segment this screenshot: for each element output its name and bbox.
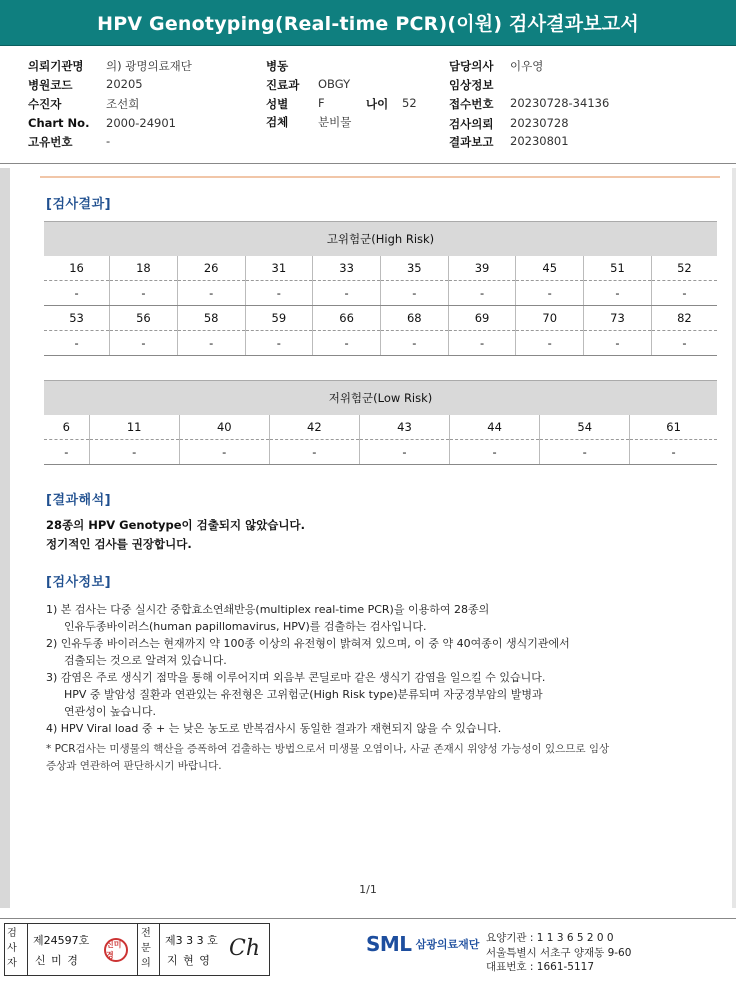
examiner-label: [7, 926, 21, 971]
examiner-seal: [104, 938, 128, 962]
hpv-type-cell: 44: [450, 415, 540, 440]
hpv-type-cell: 82: [651, 306, 717, 331]
footer-divider: [0, 918, 736, 919]
hpv-type-cell: 70: [516, 306, 584, 331]
vline-2: [137, 924, 138, 975]
hpv-type-cell: 69: [448, 306, 516, 331]
examiner-label-text: 검사자: [7, 928, 17, 969]
hpv-result-cell: -: [44, 331, 110, 356]
unique-value: -: [106, 134, 111, 148]
lab-code: 요양기관 : 1 1 3 6 5 2 0 0: [486, 932, 614, 944]
hpv-type-cell: 45: [516, 256, 584, 281]
hpv-result-cell: -: [448, 281, 516, 306]
high-risk-row1-types: [44, 256, 717, 281]
hpv-result-cell: -: [651, 331, 717, 356]
institution-value: 의) 광명의료재단: [106, 59, 192, 73]
note-star-a: * PCR검사는 미생물의 핵산을 증폭하여 검출하는 방법으로서 미생물 오염이나, 사균 존재시 위양성 가능성이 있으므로 임상: [46, 743, 610, 755]
left-margin-bar: [0, 168, 10, 908]
high-risk-row2-results: [44, 331, 717, 356]
examiner-no: 제24597호: [33, 934, 90, 947]
clinical-label: 임상정보: [449, 78, 494, 92]
hpv-type-cell: 18: [110, 256, 178, 281]
report-title: HPV Genotyping(Real-time PCR)(이원) 검사결과보고서: [97, 13, 639, 35]
unique-label: 고유번호: [28, 135, 73, 149]
low-risk-table: [44, 380, 717, 465]
hpv-type-cell: 6: [44, 415, 89, 440]
age-label: 나이: [366, 97, 389, 111]
note-2a: 2) 인유두종 바이러스는 현재까지 약 100종 이상의 유전형이 밝혀져 있으며, 이 중 약 40여종이 생식기관에서: [46, 637, 570, 650]
hospital-code-label: 병원코드: [28, 78, 73, 92]
specialist-no: 제3 3 3 호: [165, 934, 218, 947]
note-3c: 연관성이 높습니다.: [64, 705, 157, 718]
section-results-title: [검사결과]: [46, 197, 112, 212]
hpv-type-cell: 39: [448, 256, 516, 281]
lab-phone: 대표번호 : 1661-5117: [486, 961, 595, 973]
interpretation-line1: 28종의 HPV Genotype이 검출되지 않았습니다.: [46, 518, 305, 532]
hpv-type-cell: 31: [245, 256, 313, 281]
lab-address: 서울특별시 서초구 양재동 9-60: [486, 946, 632, 959]
specimen-label: 검체: [266, 115, 289, 129]
hospital-code-value: 20205: [106, 77, 143, 91]
sex-label: 성별: [266, 97, 289, 111]
note-3a: 3) 감염은 주로 생식기 점막을 통해 이루어지며 외음부 콘딜로마 같은 생식기 감염을 일으킬 수 있습니다.: [46, 671, 546, 684]
hpv-result-cell: -: [89, 440, 179, 465]
lab-info: [486, 931, 631, 975]
hpv-type-cell: 52: [651, 256, 717, 281]
section-test-info-title: [검사정보]: [46, 575, 112, 590]
specialist-signature: Ch: [229, 936, 261, 961]
interpretation-line2: 정기적인 검사를 권장합니다.: [46, 537, 192, 551]
high-risk-table: [44, 221, 717, 356]
sml-logo: SML: [366, 932, 412, 956]
interpretation-text: [46, 516, 305, 554]
dept-value: OBGY: [318, 77, 351, 91]
hpv-type-cell: 61: [630, 415, 717, 440]
low-risk-results: [44, 440, 717, 465]
specialist-name: 지 현 영: [167, 954, 211, 967]
hpv-result-cell: -: [110, 331, 178, 356]
hpv-type-cell: 53: [44, 306, 110, 331]
signature-box: [4, 923, 270, 976]
hpv-result-cell: -: [584, 331, 652, 356]
hpv-type-cell: 54: [540, 415, 630, 440]
hpv-result-cell: -: [651, 281, 717, 306]
hpv-type-cell: 42: [269, 415, 359, 440]
title-bar: [0, 0, 736, 46]
hpv-result-cell: -: [630, 440, 717, 465]
note-star-b: 증상과 연관하여 판단하시기 바랍니다.: [46, 760, 222, 772]
hpv-type-cell: 66: [313, 306, 381, 331]
hpv-type-cell: 59: [245, 306, 313, 331]
examiner-seal-text: 신미경: [106, 940, 122, 960]
hpv-result-cell: -: [177, 281, 245, 306]
hpv-result-cell: -: [540, 440, 630, 465]
hpv-type-cell: 33: [313, 256, 381, 281]
note-1b: 인유두종바이러스(human papillomavirus, HPV)를 검출하는 검사입니다.: [64, 620, 427, 633]
hpv-result-cell: -: [313, 331, 381, 356]
hpv-type-cell: 43: [359, 415, 449, 440]
chart-label: Chart No.: [28, 116, 90, 130]
hpv-result-cell: -: [110, 281, 178, 306]
dept-label: 진료과: [266, 78, 300, 92]
ward-label: 병동: [266, 59, 289, 73]
report-date-value: 20230801: [510, 134, 569, 148]
accent-line: [40, 176, 720, 178]
hpv-type-cell: 56: [110, 306, 178, 331]
hpv-type-cell: 58: [177, 306, 245, 331]
high-risk-label: 고위험군(High Risk): [44, 222, 717, 256]
hpv-result-cell: -: [269, 440, 359, 465]
doctor-value: 이우영: [510, 59, 544, 73]
examiner-name: 신 미 경: [35, 954, 79, 967]
request-label: 검사의뢰: [449, 117, 494, 131]
hpv-type-cell: 16: [44, 256, 110, 281]
hpv-result-cell: -: [313, 281, 381, 306]
hpv-result-cell: -: [44, 440, 89, 465]
hpv-result-cell: -: [245, 281, 313, 306]
institution-label: 의뢰기관명: [28, 59, 84, 73]
hpv-result-cell: -: [450, 440, 540, 465]
specimen-value: 분비물: [318, 115, 352, 129]
specialist-label: [141, 926, 155, 971]
high-risk-row2-types: [44, 306, 717, 331]
hpv-result-cell: -: [380, 281, 448, 306]
chart-value: 2000-24901: [106, 116, 176, 130]
note-2b: 검출되는 것으로 알려져 있습니다.: [64, 654, 227, 667]
hpv-result-cell: -: [516, 331, 584, 356]
lab-logo: [366, 932, 479, 956]
receipt-value: 20230728-34136: [510, 96, 610, 110]
request-value: 20230728: [510, 116, 569, 130]
hpv-result-cell: -: [359, 440, 449, 465]
header-divider: [0, 163, 736, 164]
section-interpretation-title: [결과해석]: [46, 493, 112, 508]
receipt-label: 접수번호: [449, 97, 494, 111]
hpv-type-cell: 51: [584, 256, 652, 281]
sex-value: F: [318, 96, 325, 110]
vline-3: [159, 924, 160, 975]
hpv-result-cell: -: [44, 281, 110, 306]
hpv-result-cell: -: [516, 281, 584, 306]
doctor-label: 담당의사: [449, 59, 494, 73]
report-date-label: 결과보고: [449, 135, 494, 149]
right-margin-bar: [732, 168, 736, 908]
hpv-result-cell: -: [584, 281, 652, 306]
hpv-type-cell: 40: [179, 415, 269, 440]
hpv-type-cell: 26: [177, 256, 245, 281]
hpv-result-cell: -: [448, 331, 516, 356]
hpv-result-cell: -: [380, 331, 448, 356]
note-3b: HPV 중 발암성 질환과 연관있는 유전형은 고위험군(High Risk type)분류되며 자궁경부암의 발병과: [64, 688, 543, 701]
patient-label: 수진자: [28, 97, 62, 111]
hpv-result-cell: -: [179, 440, 269, 465]
test-info-notes: [46, 601, 706, 775]
patient-value: 조선희: [106, 97, 140, 111]
hpv-type-cell: 73: [584, 306, 652, 331]
low-risk-types: [44, 415, 717, 440]
high-risk-row1-results: [44, 281, 717, 306]
hpv-result-cell: -: [177, 331, 245, 356]
specialist-label-text: 전문의: [141, 928, 151, 969]
hpv-type-cell: 35: [380, 256, 448, 281]
note-4: 4) HPV Viral load 중 + 는 낮은 농도로 반복검사시 동일한 결과가 재현되지 않을 수 있습니다.: [46, 722, 502, 735]
hpv-type-cell: 68: [380, 306, 448, 331]
low-risk-label: 저위험군(Low Risk): [44, 381, 717, 415]
lab-name: 삼광의료재단: [415, 938, 480, 951]
age-value: 52: [402, 96, 417, 110]
hpv-result-cell: -: [245, 331, 313, 356]
patient-info: [0, 56, 736, 156]
hpv-type-cell: 11: [89, 415, 179, 440]
page-number: 1/1: [359, 883, 377, 896]
note-1a: 1) 본 검사는 다중 실시간 중합효소연쇄반응(multiplex real-time PCR)을 이용하여 28종의: [46, 603, 490, 616]
vline-1: [27, 924, 28, 975]
